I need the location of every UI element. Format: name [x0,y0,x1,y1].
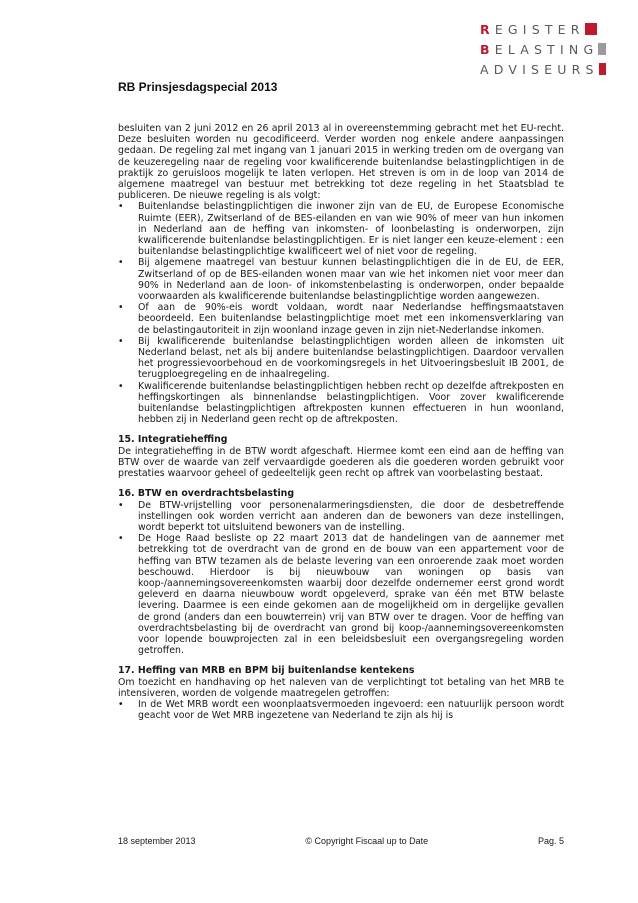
intro-bullet-list [118,201,564,425]
list-item: • De Hoge Raad besliste op 22 maart 2013 dat de handelingen van de aannemer met betrekking tot de overdracht van de grond en de bouw van een appartement voor de heffing van BTW tezamen als de belaste levering van een onroerende zaak moet worden beschouwd. Hierdoor is bij nieuwbouw van woningen op basis van koop-/aannemingsovereenkomsten waarbij door dezelfde ondernemer eerst grond wordt geleverd en daarna nieuwbouw wordt opgeleverd, sprake van één met BTW belaste levering. Daarmee is een einde gekomen aan de mogelijkheid om in dergelijke gevallen de grond (anders dan een bouwterrein) vrij van BTW over te dragen. Voor de heffing van overdrachtsbelasting bij de overdracht van grond bij koop-/aannemingsovereenkomsten voor lopende bouwprojecten zal in een beleidsbesluit een overgangsregeling worden getroffen. [118,533,564,656]
logo-row-belasting: BELASTING [480,40,610,58]
list-item: • De BTW-vrijstelling voor personenalarmeringsdiensten, die door de desbetreffende instellingen ook worden verricht aan anderen dan de bewoners van deze instellingen, wordt beperkt tot uitsluitend bewoners van de instelling. [118,500,564,534]
list-item: • Buitenlandse belastingplichtigen die inwoner zijn van de EU, de Europese Economische Ruimte (EER), Zwitserland of de BES-eilanden en van wie 90% of meer van hun inkomen in Nederland aan de heffing van inkomsten- of loonbelasting is onderworpen, zijn kwalificerende buitenlandse belastingplichtigen. Er is niet langer een keuze-element : een buitenlandse belastingplichtige kwalificeert wel of niet voor de regeling. [118,201,564,257]
logo-red-square [599,63,606,75]
list-item: • Of aan de 90%-eis wordt voldaan, wordt naar Nederlandse heffingsmaatstaven beoordeeld. Een buitenlandse belastingplichtige moet met een inkomensverklaring van de belastingautoriteit in zijn woonland inzage geven in zijn niet-Nederlandse inkomen. [118,302,564,336]
logo-row-adviseurs: ADVISEURS [480,60,610,78]
logo-grey-square [598,43,606,55]
intro-paragraph: besluiten van 2 juni 2012 en 26 april 2013 al in overeenstemming gebracht met het EU-recht. Deze besluiten worden nu gecodificeerd. Verder worden nog enkele andere aanpassingen gedaan. De regeling zal met ingang van 1 januari 2015 in werking treden om de overgang van de keuzeregeling naar de regeling voor kwalificerende buitenlandse belastingplichtigen in de praktijk zo geruisloos mogelijk te laten verlopen. Het streven is om in de loop van 2014 de algemene maatregel van bestuur met betrekking tot deze regeling in het Staatsblad te publiceren. De nieuwe regeling is als volgt: [118,123,564,202]
list-item: • In de Wet MRB wordt een woonplaatsvermoeden ingevoerd: een natuurlijk persoon wordt geacht voor de Wet MRB ingezetene van Nederland te zijn als hij is [118,699,564,721]
section-heading-16: 16. BTW en overdrachtsbelasting [118,488,295,500]
footer-date: 18 september 2013 [118,836,196,846]
section-15-paragraph: De integratieheffing in de BTW wordt afgeschaft. Hiermee komt een eind aan de heffing van BTW over de waarde van zelf vervaardigde goederen als die goederen worden gebruikt voor prestaties waarvoor geheel of gedeeltelijk geen recht op aftrek van voorbelasting bestaat. [118,445,564,480]
company-logo [480,20,610,80]
logo-red-square [585,23,597,35]
section-17-bullet-list [118,699,564,721]
list-item: • Bij algemene maatregel van bestuur kunnen belastingplichtigen die in de EU, de EER, Zwitserland of op de BES-eilanden wonen maar van wie het inkomen niet voor meer dan 90% in Nederland aan de loon- of inkomstenbelasting is onderworpen, onder bepaalde voorwaarden als kwalificerende buitenlandse belastingplichtige worden aangewezen. [118,257,564,302]
document-title: RB Prinsjesdagspecial 2013 [118,80,278,94]
section-16-bullet-list [118,500,564,657]
section-heading-17: 17. Heffing van MRB en BPM bij buitenlandse kentekens [118,665,415,677]
list-item: • Kwalificerende buitenlandse belastingplichtigen hebben recht op dezelfde aftrekposten en heffingskortingen als binnenlandse belastingplichtigen. Voor zover kwalificerende buitenlandse belastingplichtigen aftrekposten kunnen effectueren in hun woonland, hebben zij in Nederland geen recht op de aftrekposten. [118,381,564,426]
section-heading-15: 15. Integratieheffing [118,434,228,446]
section-17-paragraph: Om toezicht en handhaving op het naleven van de verplichtingt tot betaling van het MRB te intensiveren, worden de volgende maatregelen getroffen: [118,676,564,699]
page-footer [118,836,564,846]
footer-copyright: © Copyright Fiscaal up to Date [305,836,429,846]
footer-page-number: Pag. 5 [537,836,564,846]
document-body [118,123,564,721]
list-item: • Bij kwalificerende buitenlandse belastingplichtigen worden alleen de inkomsten uit Nederland belast, net als bij andere buitenlandse belastingplichtigen. Daardoor vervallen het progressievoorbehoud en de voorkomingsregels in het Uitvoeringsbesluit IB 2001, de terugploegregeling en de inhaalregeling. [118,336,564,381]
logo-row-register: REGISTER [480,20,610,38]
